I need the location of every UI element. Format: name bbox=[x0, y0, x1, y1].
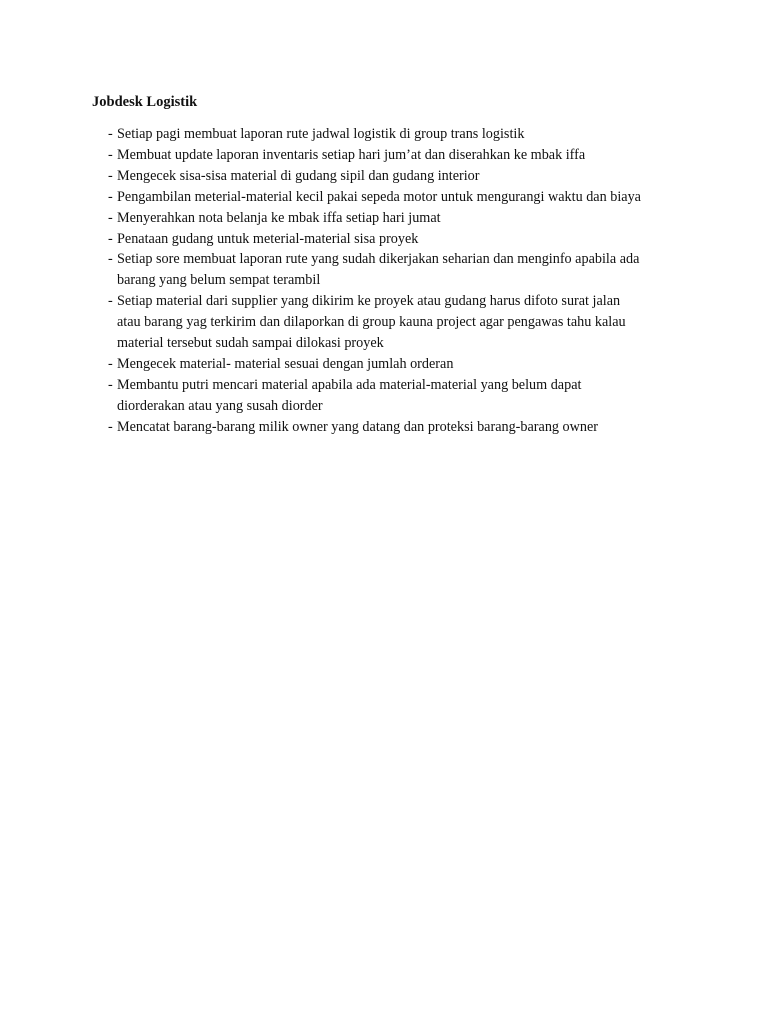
task-text-continuation: barang yang belum sempat terambil bbox=[117, 272, 321, 289]
task-list bbox=[108, 124, 728, 438]
list-bullet: - bbox=[108, 293, 113, 310]
task-item bbox=[108, 166, 728, 187]
task-text: Membantu putri mencari material apabila ada material-material yang belum dapat bbox=[117, 376, 582, 393]
task-text-continuation: atau barang yag terkirim dan dilaporkan di group kauna project agar pengawas tahu kalau bbox=[117, 314, 626, 331]
task-item bbox=[108, 208, 728, 229]
task-text: Menyerahkan nota belanja ke mbak iffa setiap hari jumat bbox=[117, 209, 441, 226]
task-text: Setiap pagi membuat laporan rute jadwal logistik di group trans logistik bbox=[117, 126, 525, 142]
task-text: Mencatat barang-barang milik owner yang datang dan proteksi barang-barang owner bbox=[117, 418, 599, 435]
task-item bbox=[108, 249, 728, 291]
list-bullet: - bbox=[108, 146, 113, 163]
task-item bbox=[108, 187, 728, 208]
task-item bbox=[108, 145, 728, 166]
list-bullet: - bbox=[108, 355, 113, 372]
document-title: Jobdesk Logistik bbox=[92, 94, 198, 110]
list-bullet: - bbox=[108, 251, 113, 268]
task-text: Pengambilan meterial-material kecil pakai sepeda motor untuk mengurangi waktu dan biaya bbox=[117, 188, 641, 205]
list-bullet: - bbox=[108, 209, 113, 226]
task-text: Membuat update laporan inventaris setiap hari jum’at dan diserahkan ke mbak iffa bbox=[117, 146, 586, 163]
task-text: Mengecek material- material sesuai dengan jumlah orderan bbox=[117, 355, 454, 372]
task-text-continuation: material tersebut sudah sampai dilokasi proyek bbox=[117, 335, 384, 352]
list-bullet: - bbox=[108, 376, 113, 393]
task-text: Setiap material dari supplier yang dikirim ke proyek atau gudang harus difoto surat jalan bbox=[117, 293, 621, 310]
task-text: Penataan gudang untuk meterial-material sisa proyek bbox=[117, 230, 419, 247]
list-bullet: - bbox=[108, 418, 113, 435]
task-item bbox=[108, 229, 728, 250]
task-item bbox=[108, 375, 728, 417]
task-item bbox=[108, 124, 728, 145]
list-bullet: - bbox=[108, 167, 113, 184]
task-text: Mengecek sisa-sisa material di gudang sipil dan gudang interior bbox=[117, 167, 480, 184]
task-text-continuation: diorderakan atau yang susah diorder bbox=[117, 397, 323, 414]
task-text: Setiap sore membuat laporan rute yang sudah dikerjakan seharian dan menginfo apabila ada bbox=[117, 251, 640, 268]
task-item bbox=[108, 354, 728, 375]
list-bullet: - bbox=[108, 230, 113, 247]
task-item bbox=[108, 417, 728, 438]
task-item bbox=[108, 291, 728, 354]
list-bullet: - bbox=[108, 188, 113, 205]
list-bullet: - bbox=[108, 126, 113, 142]
